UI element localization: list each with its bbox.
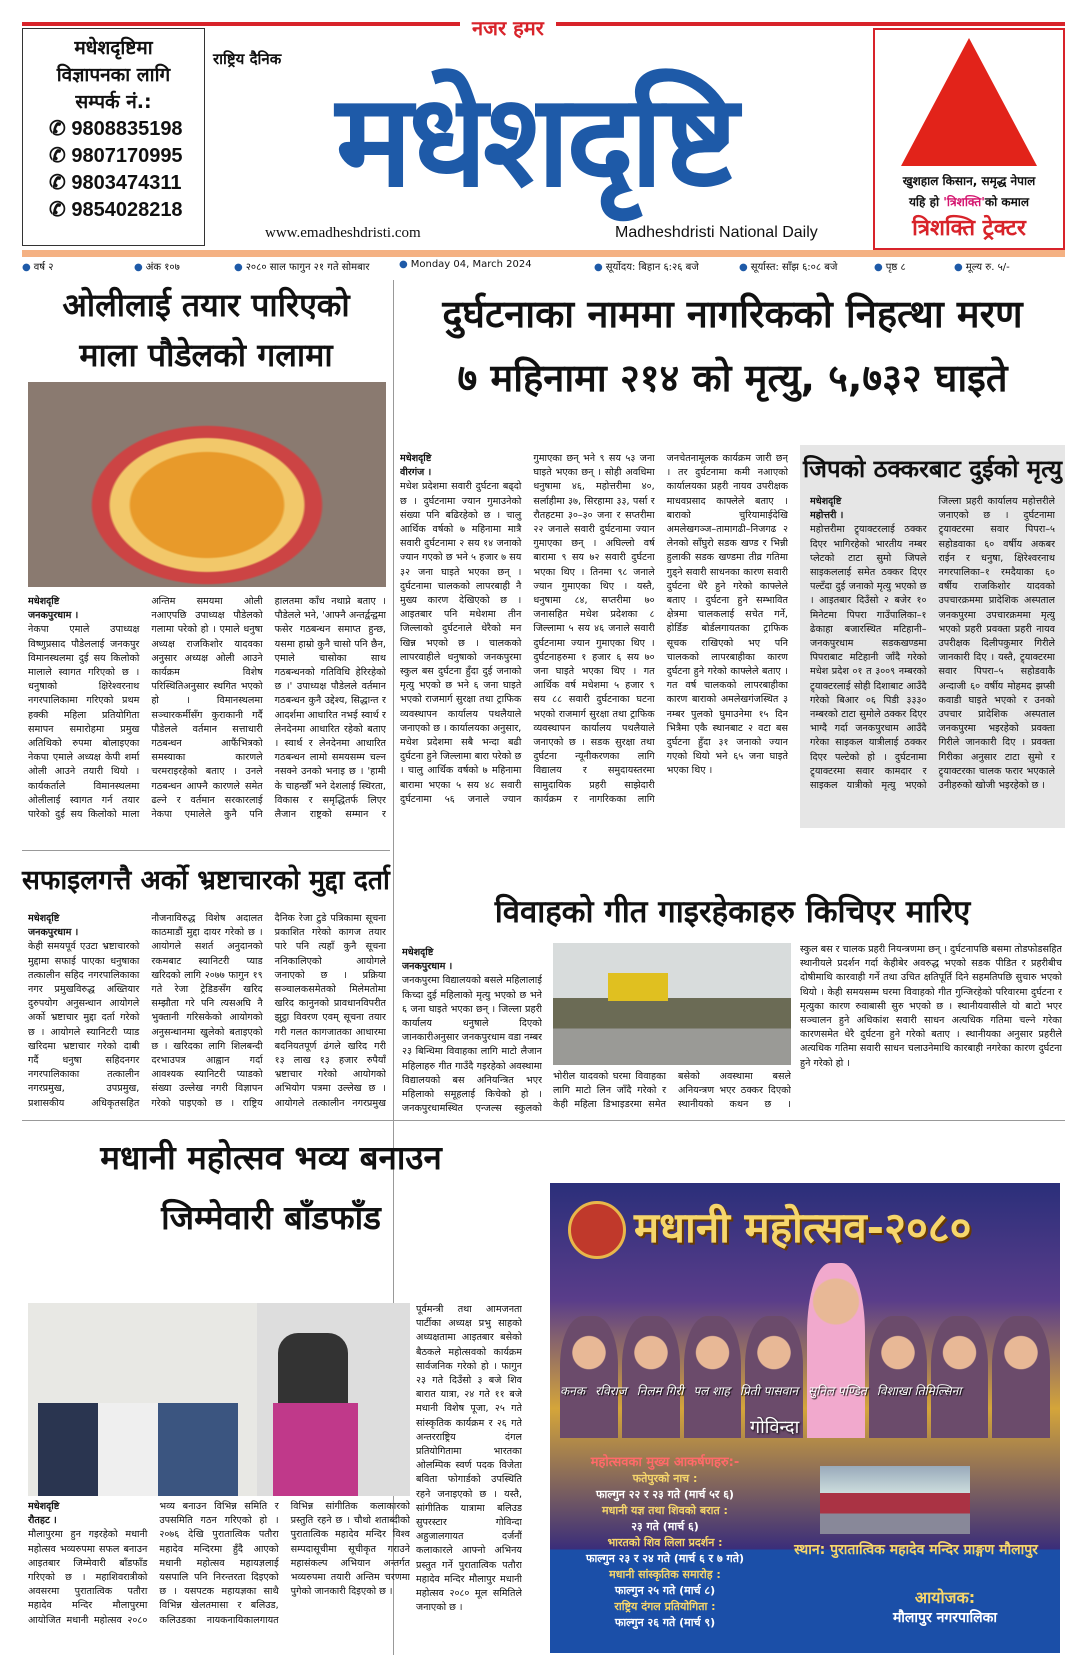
headline-oli: ओलीलाई तयार पारिएको माला पौडेलको गलामा: [62, 286, 350, 374]
page-number: ● पृष्ठ ८: [874, 259, 954, 275]
ad-brand: त्रिशक्ति ट्रेक्टर: [912, 216, 1026, 241]
phone-icon: ✆: [49, 118, 72, 140]
volume: ● वर्ष २: [22, 259, 134, 275]
article-body-madhani-right: पूर्वमन्त्री तथा आमजनता पार्टीका अध्यक्ष प्रभु साहको अध्यक्षतामा आइतबार बसेको बैठकले महोत्सवको कार्यक्रम सार्वजनिक गरेको हो । फागुन २३ गते दिउँसो ३ बजे शिव बारात यात्रा, २४ गते ११ बजे मधानी विशेष पूजा, २५ गते सांस्कृतिक कार्यक्रम र २६ गते अन्तरराष्ट्रिय दंगल प्रतियोगितामा भारतका ओलम्पिक स्वर्ण पदक विजेता बविता फोगार्डको उपस्थिति रहने जनाइएको छ । यस्तै, सांगीतिक यात्रामा बलिउड सुपरस्टार गोविन्दा अहुजालगायत दर्जनौं कलाकारले आफ्नो अभिनय प्रस्तुत गर्ने पुरातात्विक पतौरा महादेव मन्दिर मौलापुर मधानी महोत्सव २०८० मूल समितिले जनाएको छ ।: [416, 1304, 522, 1614]
phone-icon: ✆: [49, 172, 72, 194]
sunset: ● सूर्यास्त: साँझ ६:०८ बजे: [739, 259, 874, 275]
headline-wedding: विवाहको गीत गाइरहेकाहरु किचिएर मारिए: [494, 894, 971, 930]
artist-names: कनक रविराज निलम गिरी पल शाह प्रिती पासवान सुनिल पण्डित विशाखा तिमिल्सिना: [560, 1384, 962, 1398]
meeting-photo: [28, 1303, 410, 1496]
seated-guests: [38, 1403, 238, 1496]
masthead: [205, 28, 870, 250]
artist-photos: [560, 1263, 1050, 1438]
headliner-name: गोविन्दा: [750, 1417, 800, 1438]
bus-accident-photo: [553, 943, 791, 1065]
podium: [273, 1403, 358, 1496]
attractions-list: महोत्सवका मुख्य आकर्षणहरु:- फतेपुरको नाच : फाल्गुन २२ र २३ गते (मार्च ५र ६) मधानी यज्ञ तथा शिवको बरात : २३ गते (मार्च ६) भारतको शिव लिला प्रदर्शन : फाल्गुन २३ र २४ गते (मार्च ६ र ७ गते) मधानी सांस्कृतिक समारोह : फाल्गुन २५ गते (मार्च ८) राष्ट्रिय दंगल प्रतियोगिता : फाल्गुन २६ गते (मार्च ९): [585, 1455, 745, 1629]
phone-number: ✆ 9808835198: [49, 118, 183, 140]
temple-photo: [820, 1466, 970, 1534]
phone-number: ✆ 9803474311: [49, 172, 182, 194]
garland-welcome-photo: [28, 382, 386, 587]
issue-number: ● अंक १०७: [134, 259, 234, 275]
masthead-subtitle: राष्ट्रिय दैनिक: [213, 50, 282, 68]
article-body-wedding-left: मधेशदृष्टि जनकपुरधाम । जनकपुरमा विद्यालयको बसले महिलालाई किच्दा दुई महिलाको मृत्यु भएको छ भने ६ जना घाइते भएका छन् । जिल्ला प्रहरी कार्यालय धनुषाले दिएको जानकारीअनुसार जनकपुरधाम वडा नम्बर २३ बिन्धिमा विवाहका लागि माटो लैजान महिलाहरु गीत गाउँदै गइरहेको अवस्थामा विद्यालयको बस अनियन्त्रित भएर महिलाको समूहलाई किचेको हो । जनकपुरधामस्थित एन्जल्स स्कुलको: [402, 947, 542, 1115]
jeep-story-box: [800, 445, 1065, 828]
advertising-contact-box: [22, 28, 205, 246]
english-date: ● Monday 04, March 2024: [399, 259, 594, 275]
headline-corruption: सफाइलगत्तै अर्को भ्रष्टाचारको मुद्दा दर्ता: [22, 865, 390, 896]
nepali-date: ● २०८० साल फागुन २१ गते सोमबार: [234, 259, 399, 275]
article-body-accident: मधेशदृष्टि वीरगंज । मधेश प्रदेशमा सवारी दुर्घटना बढ्दो छ । दुर्घटनामा ज्यान गुमाउनेको संख्या पनि बढिरहेको छ । चालु आर्थिक वर्षको ७ महिनामा मात्रै सवारी दुर्घटनामा २ सय १४ जनाको ज्यान गएको छ भने ५ हजार ७ सय ३२ जना घाइते भएका छन् । दुर्घटनामा चालकको लापरबाही नै मुख्य कारण देखिएको छ । आइतबार पनि मधेशमा तीन जिल्लाको दुर्घटनाले धेरैको मन खिन्न भएको छ । चालकको लापरवाहीले धनुषाको जनकपुरमा स्कुल बस दुर्घटना हुँदा दुई जनाको मृत्यु भएको छ भने ६ जना घाइते भएको राजमार्ग सुरक्षा तथा ट्राफिक व्यवस्थापन कार्यालय पथलैयाले जनाएको छ । कार्यालयका अनुसार, मधेश प्रदेशमा सबै भन्दा बढी दुर्घटना हुने जिल्लामा बारा परेको छ । चालु आर्थिक वर्षको ७ महिनामा बारामा भएका ५ सय ४८ सवारी दुर्घटनामा ५६ जनाले ज्यान गुमाएका छन् भने ९ सय ५३ जना घाइते भएका छन् । सोही अवधिमा धनुषामा ४६, महोत्तरीमा ४०, सर्लाहीमा ३७, सिरहामा ३३, पर्सा र रौतहटमा ३०–३० जना र सप्तरीमा २२ जनाले सवारी दुर्घटनामा ज्यान गुमाएका छन् । अघिल्लो वर्ष बारामा ९ सय ७२ सवारी दुर्घटना भएका थिए । तिनमा ९८ जनाले ज्यान गुमाएका थिए । यस्तै, धनुषामा ८४, सप्तरीमा ७० जनासहित मधेश प्रदेशका ८ जिल्लामा ५ सय ४६ जनाले सवारी दुर्घटनामा ज्यान गुमाएका थिए । दुर्घटनाहरुमा १ हजार ६ सय ७० जना घाइते भएका थिए । गत आर्थिक वर्ष मधेशमा ५ हजार ९ सय ८८ सवारी दुर्घटनाका घटना भएको राजमार्ग सुरक्षा तथा ट्राफिक व्यवस्थापन कार्यालय पथलैयाले जनाएको छ । सडक सुरक्षा तथा दुर्घटना न्यूनीकरणका लागि विद्यालय र समुदायस्तरमा सामुदायिक प्रहरी साझेदारी कार्यक्रम र नागरिकका लागि जनचेतनामूलक कार्यक्रम जारी छन् । तर दुर्घटनामा कमी नआएको कार्यालयका प्रहरी नायव उपरीक्षक माधवप्रसाद काफ्लेले बताए । बाराको चुरियामाईदेखि अमलेखगञ्ज–तामागढी–निजगढ २ लेनको साँघुरो सडक खण्ड र भिन्नी हुलाकी सडक खण्डमा तीव्र गतिमा गुड्ने सवारी साधनका कारण सवारी दुर्घटना धेरै हुने गरेको काफ्लेले बताए । दुर्घटना हुने सम्भावित क्षेत्रमा चालकलाई सचेत गर्ने, होर्डिङ बोर्डलगायतका ट्राफिक सूचक राखिएको भए पनि चालकको लापरबाहीका कारण दुर्घटना हुने गरेको काफ्लेले बताए । गत वर्ष चालकको लापरबाहीका कारण बाराको अमलेखगंजस्थित ३ नम्बर पुलको घुमाउनेमा १५ दिन भित्रैमा एकै स्थानबाट २ वटा बस दुर्घटना हुँदा ३१ जनाको ज्यान गएको थियो भने ६५ जना घाइते भएका थिए ।: [400, 453, 788, 805]
article-body-wedding-right: स्कुल बस र चालक प्रहरी नियन्त्रणमा छन् । दुर्घटनापछि बसमा तोडफोडसहित स्थानीयले प्रदर्शन गर्दा केहीबेर अवरुद्ध भएको सडक पीडित र प्रहरीबीच दोषीमाथि कारवाही गर्ने तथा उचित क्षतिपूर्ति दिने सहमतिपछि सुचारु भएको थियो । केही समयसम्म घरमा विवाहको गीत गुन्जिरहेको परिवारमा दुर्घटना र मृत्युका कारण रुवाबासी सुरु भएको छ । स्थानीयवासीले यो बाटो भएर सञ्चालन हुने अधिकांश सवारी साधन अत्यधिक गतिमा चल्ने गरेका कारणसमेत धेरै दुर्घटना हुने गरेको बताए । स्थानीयका अनुसार प्रहरीले अत्यधिक गतिमा सवारी साधन चलाउनेमाथि कारबाही नगरेका कारण दुर्घटना हुने गरेको हो ।: [800, 944, 1062, 1069]
issue-info-strip: [22, 259, 1065, 275]
trishakti-logo-icon: [901, 38, 1037, 166]
phone-number: ✆ 9807170995: [49, 145, 183, 167]
article-body-madhani: मधेशदृष्टि रौतहट । मौलापुरमा हुन गइरहेको मधानी महोत्सव भव्यरुपमा सफल बनाउन आइतबार जिम्मेवारी बाँडफाँड गरिएको छ । महाशिवरात्रीको अवसरमा पुरातात्विक पतौरा महादेव मन्दिर मौलापुरमा आयोजित मधानी महोत्सव २०८० भव्य बनाउन विभिन्न समिति र उपसमिति गठन गरिएको हो । २०७६ देखि पुरातात्विक पतौरा महादेव मन्दिरमा हुँदै आएको मधानी महोत्सव महायज्ञलाई यसपालि पनि निरन्तरता दिइएको छ । यसपटक महायज्ञका साथै विभिन्न खेलतमासा र बलिउड, कलिउडका नायकनायिकालगायत विभिन्न सांगीतिक कलाकारको प्रस्तुति रहने छ । चौथो शताब्दीको पुरातात्विक महादेव मन्दिर विश्व सम्पदासूचीमा सूचीकृत गराउने महासंकल्प अभियान अन्तर्गत भव्यरुपमा तयारी अन्तिम चरणमा पुगेको जानकारी दिइएको छ ।: [28, 1501, 410, 1626]
headline-madhani: मधानी महोत्सव भव्य बनाउन जिम्मेवारी बाँडफाँड: [100, 1138, 442, 1237]
article-body-oli: मधेशदृष्टि जनकपुरधाम । नेकपा एमाले उपाध्यक्ष विष्णुप्रसाद पौडेललाई जनकपुर विमानस्थलमा दुई सय किलोको मालाले स्वागत गरिएको छ । धनुषाको क्षिरेश्वरनाथ नगरपालिकामा गरिएको प्रथम हक्की महिला प्रतियोगिता समापन समारोहमा प्रमुख अतिथिको रुपमा बोलाइएका नेकपा एमाले अध्यक्ष केपी शर्मा ओली आउने तयारी थियो । कार्यकर्ताले विमानस्थलमा ओलीलाई स्वागत गर्न तयार पारेको दुई सय किलोको माला अन्तिम समयमा ओली नआएपछि उपाध्यक्ष पौडेलको गलामा परेको हो । एमाले धनुषा अध्यक्ष राजकिशोर यादवका अनुसार अध्यक्ष ओली आउने कार्यक्रम विशेष परिस्थितिअनुसार स्थगित भएको हो । विमानस्थलमा सञ्चारकर्मीसँग कुराकानी गर्दै पौडेलले वर्तमान सत्ताधारी गठबन्धन आफैंभित्रको समस्याका कारणले चरमराइरहेको बताए । उनले गठबन्धन आफ्नै कारणले समेत ढल्ने र वर्तमान सरकारलाई नेकपा एमालेले कुनै पनि हालतमा काँध नथाप्ने बताए । पौडेलले भने, 'आफ्नै अन्तर्द्वन्द्वमा फसेर गठबन्धन समाप्त हुन्छ, यसमा हाम्रो कुनै चासो पनि छैन, एमाले चासोका साथ गठबन्धनको गतिविधि हेरिरहेको छ ।' उपाध्यक्ष पौडेलले वर्तमान गठबन्धन कुनै उद्देश्य, सिद्धान्त र आदर्शमा आधारित नभई स्वार्थ र लेनदेनमा आधारित रहेको बताए । स्वार्थ र लेनदेनमा आधारित गठबन्धन लामो समयसम्म चल्न नसक्ने उनको भनाइ छ । 'हामी के चाहन्छौँ भने देशलाई स्थिरता, विकास र समृद्धितर्फ लिएर लैजान राष्ट्रको सम्मान र: [28, 596, 386, 821]
english-name: Madheshdristi National Daily: [615, 224, 818, 241]
venue: स्थान: पुरातात्विक महादेव मन्दिर प्राङ्गण मौलापुर: [794, 1542, 1038, 1558]
ad-contact-line: सम्पर्क नं.:: [75, 91, 152, 113]
tractor-ad: [873, 28, 1065, 250]
headline-jeep: जिपको ठक्करबाट दुईको मृत्यु: [802, 455, 1063, 483]
article-body-wedding-mid: भोरील यादवको घरमा विवाहका लागि माटो लिन जाँदै गरेको र केही महिला डिभाइडरमा समेत बसेको अवस्थामा बसले अनियन्त्रण भएर ठक्कर दिएको स्थानीयको कथन छ ।: [553, 1071, 791, 1111]
newspaper-title: मधेशदृष्टि: [335, 67, 735, 216]
price: ● मूल्य रु. ५/-: [954, 259, 1054, 275]
organizer: आयोजक: मौलापुर नगरपालिका: [892, 1588, 998, 1626]
section-divider: [22, 1120, 1065, 1121]
ad-contact-line: विज्ञापनका लागि: [56, 64, 171, 86]
ad-slogan: यहि हो 'त्रिशक्ति'को कमाल: [908, 195, 1030, 209]
orange-rule: [22, 250, 1065, 257]
sunrise: ● सूर्योदय: बिहान ६:२६ बजे: [594, 259, 739, 275]
tagline: नजर हमर: [460, 14, 556, 41]
headline-accident: दुर्घटनाका नाममा नागरिकको निहत्था मरण ७ महिनामा २१४ को मृत्यु, ५,७३२ घाइते: [442, 292, 1023, 400]
article-body-corruption: मधेशदृष्टि जनकपुरधाम । केही समयपूर्व एउटा भ्रष्टाचारको मुद्दामा सफाई पाएका धनुषाका तत्कालीन सहिद नगरपालिकाका नगर प्रमुखविरुद्ध अख्तियार दुरुपयोग अनुसन्धान आयोगले अर्को भ्रष्टाचार मुद्दा दर्ता गरेको छ । आयोगले स्यानिटरी प्याड खरिदमा भ्रष्टाचार गरेको दाबी गर्दै धनुषा सहिदनगर नगरपालिकाका तत्कालीन नगरप्रमुख, उपप्रमुख, प्रशासकीय अधिकृतसहित नौजनाविरुद्ध विशेष अदालत काठमाडौं मुद्दा दायर गरेको छ । आयोगले सशर्त अनुदानको रकमबाट स्यानिटरी प्याड खरिदको लागि २०७७ फागुन १९ गते रेजा ट्रेडिङसँग खरिद सम्झौता गरे पनि त्यसअघि नै भुक्तानी गरिसकेको आयोगको अनुसन्धानमा खुलेको बताइएको छ । खरिदका लागि शिलबन्दी दरभाउपत्र आह्वान गर्दा आवश्यक स्यानिटरी प्याडको संख्या उल्लेख नगरी विज्ञापन गरेको पाइएको छ । राष्ट्रिय दैनिक रेजा टुडे पत्रिकामा सूचना प्रकाशित गरेको कागज तयार पारे पनि त्यहाँ कुनै सूचना ननिकालिएको आयोगले जनाएको छ । प्रक्रिया सञ्चालकसमेतको मिलेमतोमा खरिद कानुनको प्रावधानविपरीत झुट्ठा विवरण एवम् सूचना तयार गरी गलत कागजातका आधारमा बदनियतपूर्ण ढंगले खरिद गरी १३ लाख १३ हजार रुपैयाँ भ्रष्टाचार गरेको आयोगको अभियोग पत्रमा उल्लेख छ । आयोगले तत्कालीन नगरप्रमुख: [28, 913, 386, 1109]
ad-title: मधानी महोत्सव-२०८०: [634, 1203, 972, 1252]
ad-contact-line: मधेशदृष्टिमा: [74, 37, 153, 59]
ad-slogan: खुशहाल किसान, समृद्ध नेपाल: [902, 174, 1036, 188]
phone-icon: ✆: [49, 199, 72, 221]
section-divider: [22, 850, 390, 851]
article-body-jeep: मधेशदृष्टि महोत्तरी । महोत्तरीमा ट्र्याक्टरलाई ठक्कर दिएर भागिरहेको भारतीय नम्बर प्लेटको टाटा सुमो जिपले साइकललाई समेत ठक्कर दिएर पल्टँदा दुई जनाको मृत्यु भएको छ । आइतबार दिउँसो २ बजेर १० मिनेटमा पिपरा गाउँपालिका–१ ढेकाहा बजारस्थित मटिहानी–जनकपुरधाम सडकखण्डमा पिपराबाट मटिहानी जाँदै गरेको मधेश प्रदेश ०१ त ३००९ नम्बरको ट्र्याक्टरलाई सोही दिशाबाट आउँदै गरेको बिआर ०६ पिडी ३३३० नम्बरको टाटा सुमोले ठक्कर दिएर भाग्दै गर्दा जनकपुरधाम आउँदै गरेका साइकल यात्रीलाई ठक्कर दिएर पल्टेको हो । दुर्घटनामा ट्र्याक्टरमा सवार कामदार र साइकल यात्रीको मृत्यु भएको जिल्ला प्रहरी कार्यालय महोत्तरीले जनाएको छ । दुर्घटनामा ट्र्याक्टरमा सवार पिपरा–५ सहोडवाका ६० वर्षीय अकबर राईन र धनुषा, क्षिरेश्वरनाथ नगरपालिका–१ रमदैयाका ६० वर्षीय राजकिशोर यादवको उपचारक्रममा प्रादेशिक अस्पताल जनकपुरमा उपचारक्रममा मृत्यु भएको प्रहरी प्रवक्ता प्रहरी नायव उपरीक्षक दिलीपकुमार गिरीले जानकारी दिए । यस्तै, ट्र्याक्टरमा सवार पिपरा–५ सहोडवाकै अन्दाजी ६० वर्षीय मोहमद झप्सी कवाडी घाइते भएको र उनको उपचार प्रादेशिक अस्पताल जनकपुरमा भइरहेको प्रवक्ता गिरीले जानकारी दिए । प्रवक्ता गिरीका अनुसार टाटा सुमो र ट्र्याक्टरका चालक फरार भएकाले उनीहरुको खोजी भइरहेको छ ।: [810, 496, 1055, 792]
madhani-festival-ad: [550, 1183, 1060, 1653]
phone-number: ✆ 9854028218: [49, 199, 183, 221]
school-bus: [608, 973, 668, 1001]
website-link[interactable]: www.emadheshdristi.com: [265, 225, 421, 241]
festival-logo-icon: [568, 1201, 626, 1259]
phone-icon: ✆: [49, 145, 72, 167]
